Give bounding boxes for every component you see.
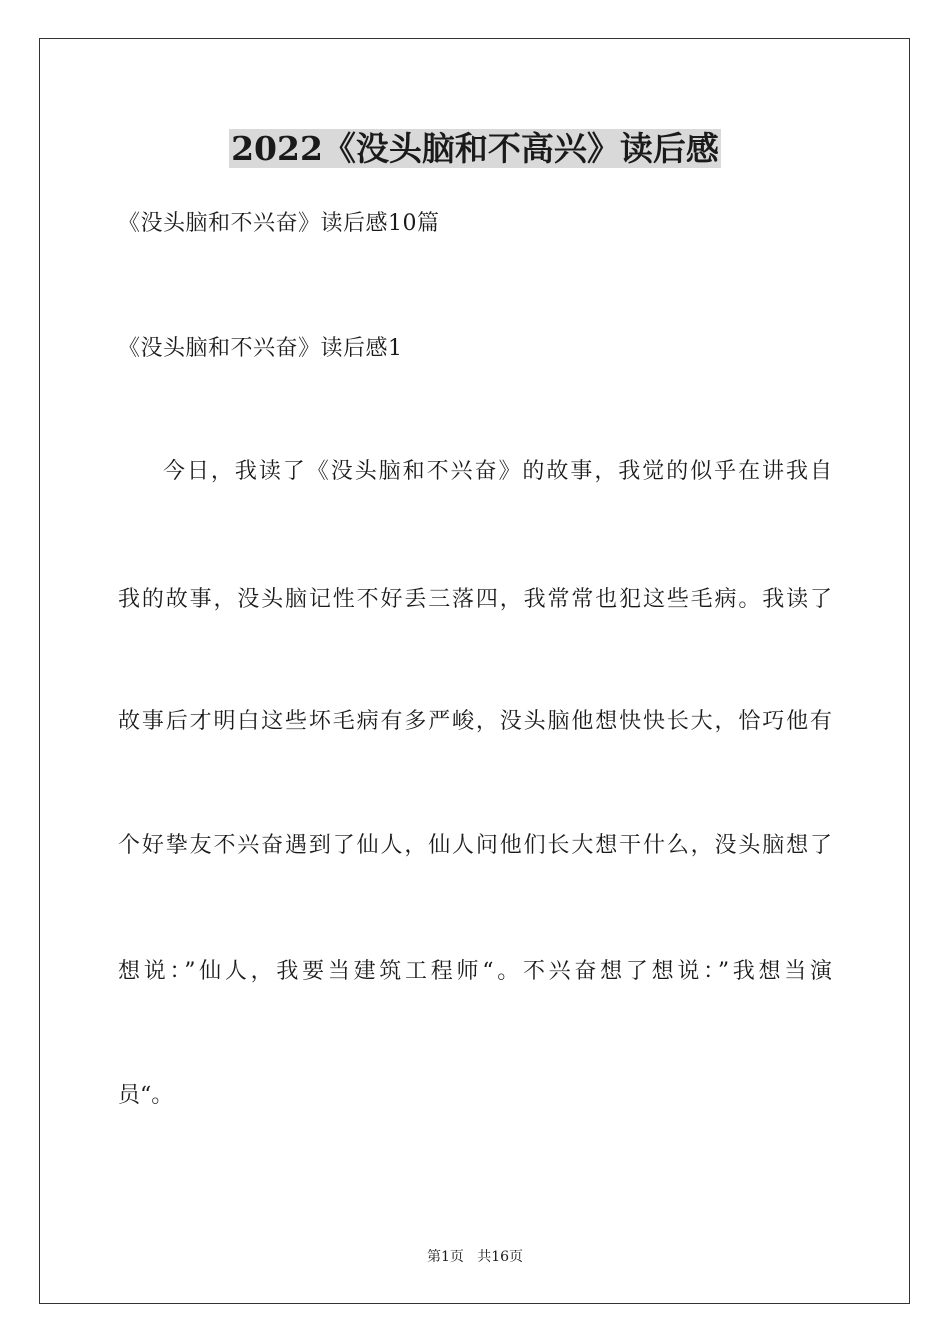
paragraph-line-3: 故事后才明白这些坏毛病有多严峻，没头脑他想快快长大，恰巧他有: [118, 709, 832, 734]
document-title: [0, 124, 950, 174]
document-subtitle: 《没头脑和不兴奋》读后感10篇: [118, 211, 440, 236]
paragraph-line-5: 想说：”仙人，我要当建筑工程师“。不兴奋想了想说：”我想当演: [118, 959, 832, 984]
document-title-text: 2022《没头脑和不高兴》读后感: [231, 129, 719, 168]
paragraph-line-1: 今日，我读了《没头脑和不兴奋》的故事，我觉的似乎在讲我自: [163, 459, 832, 484]
paragraph-line-4: 个好挚友不兴奋遇到了仙人，仙人问他们长大想干什么，没头脑想了: [118, 833, 832, 858]
page-footer: 第1页 共16页: [426, 1249, 524, 1265]
section-heading: 《没头脑和不兴奋》读后感1: [118, 336, 403, 361]
paragraph-line-2: 我的故事，没头脑记性不好丢三落四，我常常也犯这些毛病。我读了: [118, 587, 832, 612]
paragraph-line-6: 员“。: [118, 1083, 174, 1108]
